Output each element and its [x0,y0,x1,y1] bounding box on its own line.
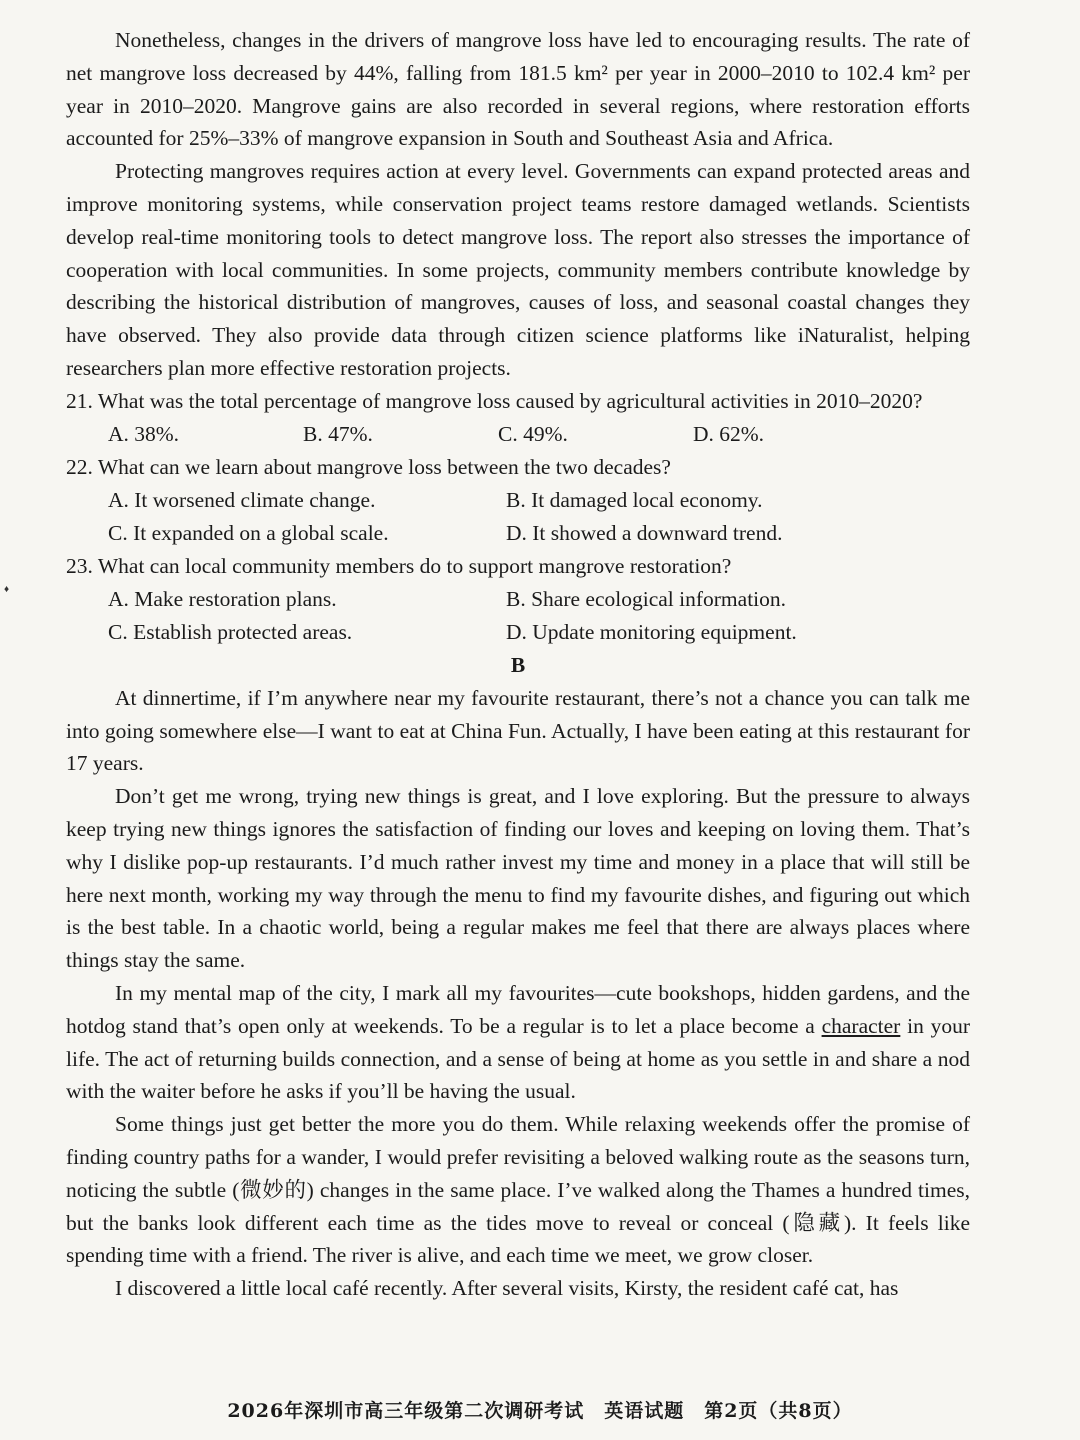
margin-mark: ♦ [4,584,10,595]
page-footer: 2026年深圳市高三年级第二次调研考试 英语试题 第2页（共8页） [227,1400,853,1422]
question-22-options-row-2 [66,517,970,550]
question-23: 23. What can local community members do to support mangrove restoration? [66,553,732,578]
paragraph-b-3-after: in your life. The act of returning builds connection, and a sense of being at home as you settle in and share a nod with the waiter before he asks if you’ll be having the usual. [66,1013,970,1104]
question-23-options-row-1 [66,583,970,616]
option-22-b: B. It damaged local economy. [506,487,763,512]
option-23-c: C. Establish protected areas. [108,619,353,644]
option-21-c: C. 49%. [498,421,568,446]
paragraph-b-3-before: In my mental map of the city, I mark all my favourites—cute bookshops, hidden gardens, and the hotdog stand that’s open only at weekends. To be a regular is to let a place become a [66,980,970,1038]
option-22-d: D. It showed a downward trend. [506,520,783,545]
paragraph-b-4: Some things just get better the more you do them. While relaxing weekends offer the promise of finding country paths for a wander, I would prefer revisiting a beloved walking route as the seasons turn, noticing the subtle (微妙的) changes in the same place. I’ve walked along the Thames a hundred times, but the banks look different each time as the tides move to reveal or conceal (隐藏). It feels like spending time with a friend. The river is alive, and each time we meet, we grow closer. [66,1112,970,1268]
exam-page [66,24,970,1305]
option-23-a: A. Make restoration plans. [108,586,337,611]
option-21-a: A. 38%. [108,421,180,446]
question-21: 21. What was the total percentage of mangrove loss caused by agricultural activities in 2010–2020? [66,388,923,413]
option-21-b: B. 47%. [303,421,373,446]
paragraph-a-1: Nonetheless, changes in the drivers of mangrove loss have led to encouraging results. The rate of net mangrove loss decreased by 44%, falling from 181.5 km² per year in 2000–2010 to 102.4 km² per year in 2010–2020. Mangrove gains are also recorded in several regions, where restoration efforts accounted for 25%–33% of mangrove expansion in South and Southeast Asia and Africa. [66,28,970,151]
paragraph-b-5: I discovered a little local café recently. After several visits, Kirsty, the resident café cat, has [115,1276,899,1301]
underlined-word-character: character [821,1013,901,1038]
question-21-options [66,418,970,451]
paragraph-b-3 [66,977,970,1108]
paragraph-a-2: Protecting mangroves requires action at every level. Governments can expand protected areas and improve monitoring systems, while conservation project teams restore damaged wetlands. Scientists develop real-time monitoring tools to detect mangrove loss. The report also stresses the importance of cooperation with local communities. In some projects, community members contribute knowledge by describing the historical distribution of mangroves, causes of loss, and seasonal coastal changes they have observed. They also provide data through citizen science platforms like iNaturalist, helping researchers plan more effective restoration projects. [66,159,970,380]
question-22-options-row-1 [66,484,970,517]
option-23-d: D. Update monitoring equipment. [506,619,797,644]
option-22-c: C. It expanded on a global scale. [108,520,389,545]
option-21-d: D. 62%. [693,421,765,446]
paragraph-b-2: Don’t get me wrong, trying new things is great, and I love exploring. But the pressure to always keep trying new things ignores the satisfaction of finding our loves and keeping on loving them. That’s why I dislike pop-up restaurants. I’d much rather invest my time and money in a place that will still be here next month, working my way through the menu to find my favourite dishes, and figuring out which is the best table. In a chaotic world, being a regular makes me feel that there are always places where things stay the same. [66,784,970,973]
option-22-a: A. It worsened climate change. [108,487,376,512]
paragraph-b-1: At dinnertime, if I’m anywhere near my favourite restaurant, there’s not a chance you can talk me into going somewhere else—I want to eat at China Fun. Actually, I have been eating at this restaurant for 17 years. [66,685,970,776]
question-23-options-row-2 [66,616,970,649]
section-b-heading: B [510,652,526,677]
option-23-b: B. Share ecological information. [506,586,787,611]
question-22: 22. What can we learn about mangrove loss between the two decades? [66,454,671,479]
